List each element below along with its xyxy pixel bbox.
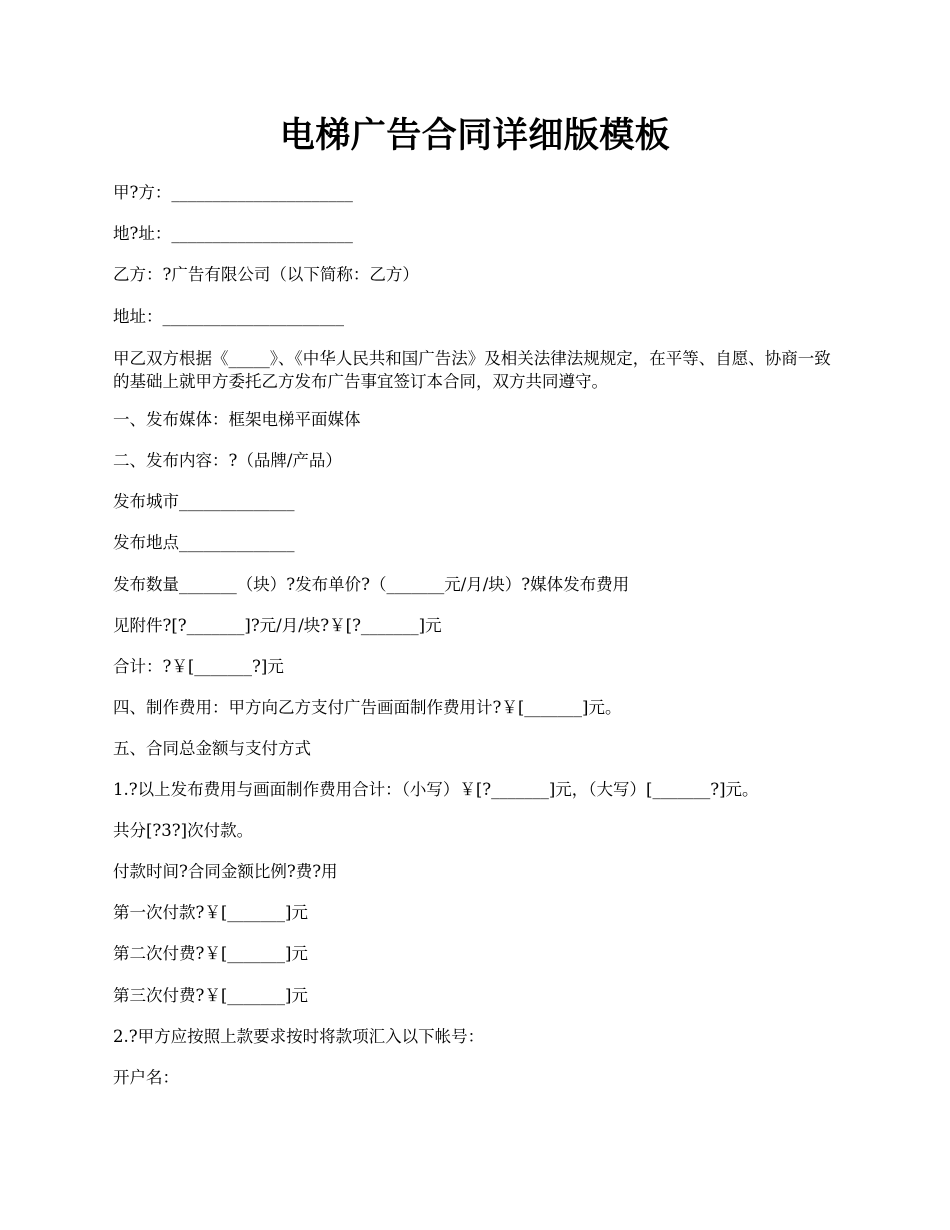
clause-5-2-account: 2.?甲方应按照上款要求按时将款项汇入以下帐号： [113, 1027, 485, 1046]
section-2-content: 二、发布内容：?（品牌/产品） [113, 451, 342, 470]
document-title: 电梯广告合同详细版模板 [279, 115, 671, 156]
section-5-heading: 五、合同总金额与支付方式 [113, 739, 311, 758]
account-name-line: 开户名： [113, 1068, 179, 1087]
preamble-paragraph: 甲乙双方根据《_____》、《中华人民共和国广告法》及相关法律法规规定，在平等、自愿、协商一致的基础上就甲方委托乙方发布广告事宜签订本合同，双方共同遵守。 [113, 349, 831, 391]
subtotal-line: 合计：?￥[_______?]元 [113, 657, 284, 676]
installments-line: 共分[?3?]次付款。 [113, 821, 254, 840]
party-a-line: 甲?方：______________________ [113, 183, 353, 202]
first-payment-line: 第一次付款?￥[_______]元 [113, 903, 308, 922]
second-payment-line: 第二次付费?￥[_______]元 [113, 944, 308, 963]
clause-5-1-total: 1.?以上发布费用与画面制作费用合计：（小写）￥[?_______]元，（大写）[_______?]元。 [113, 780, 759, 799]
publish-quantity-line: 发布数量_______（块）?发布单价?（_______元/月/块）?媒体发布费用 [113, 575, 630, 594]
attachment-line: 见附件?[?_______]?元/月/块?￥[?_______]元 [113, 616, 442, 635]
party-b-line: 乙方：?广告有限公司（以下简称：乙方） [113, 265, 419, 284]
section-1-media: 一、发布媒体：框架电梯平面媒体 [113, 410, 361, 429]
party-b-address-line: 地址：______________________ [113, 307, 344, 326]
payment-table-header: 付款时间?合同金额比例?费?用 [113, 862, 338, 881]
publish-location-line: 发布地点______________ [113, 533, 295, 552]
party-a-address-line: 地?址：______________________ [113, 224, 353, 243]
section-4-production-fee: 四、制作费用：甲方向乙方支付广告画面制作费用计?￥[_______]元。 [113, 698, 622, 717]
publish-city-line: 发布城市______________ [113, 492, 295, 511]
third-payment-line: 第三次付费?￥[_______]元 [113, 986, 308, 1005]
